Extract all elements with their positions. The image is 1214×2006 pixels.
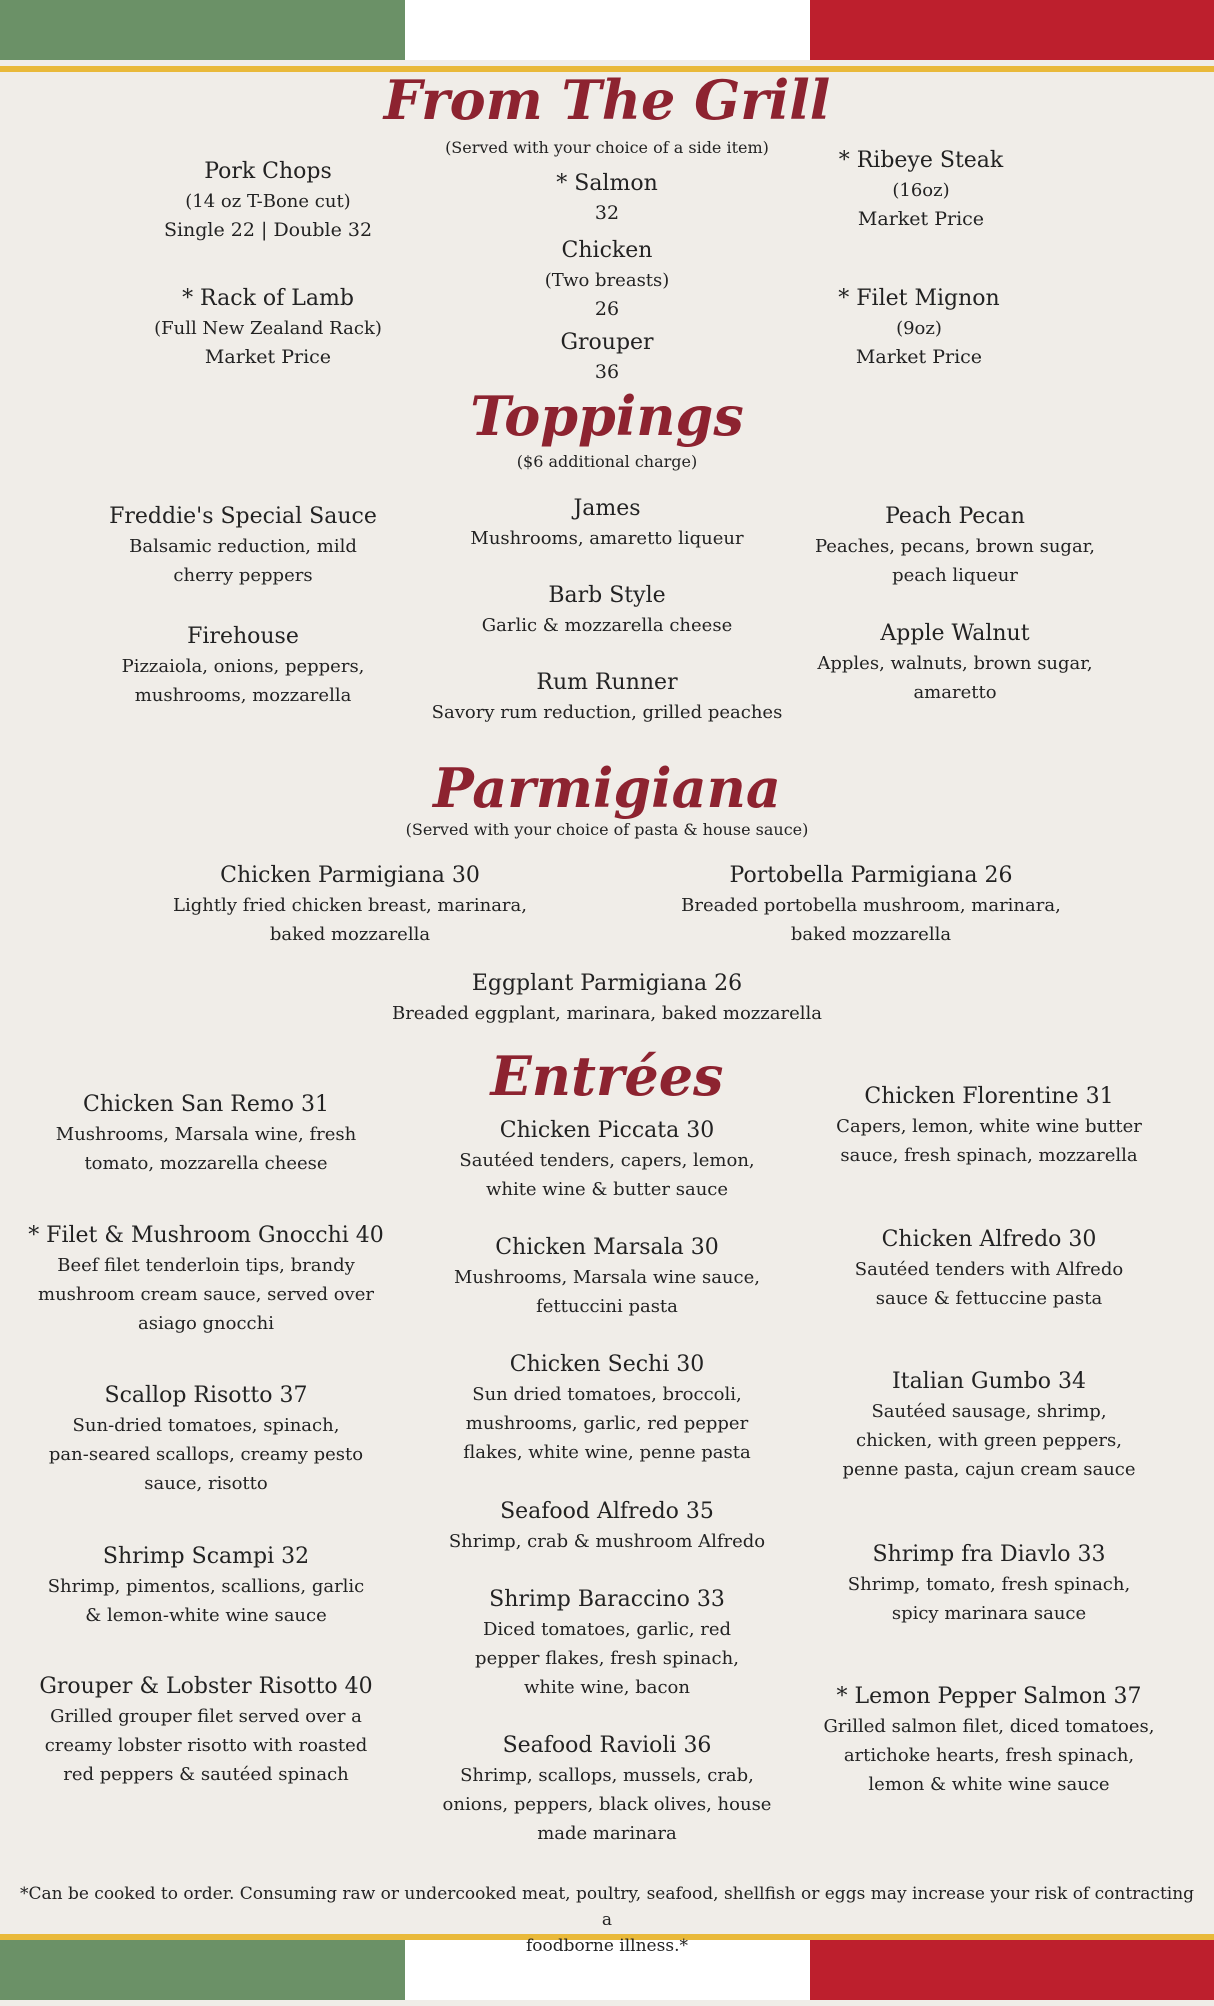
parm-item-portobella: Portobella Parmigiana 26 Breaded portobella mushroom, marinara, baked mozzarella xyxy=(681,863,1061,945)
food-safety-disclaimer: *Can be cooked to order. Consuming raw or undercooked meat, poultry, seafood, shellfish or eggs may increase your risk of contracting a foodborne illness.* xyxy=(19,1884,1195,1956)
parm-item-eggplant: Eggplant Parmigiana 26 Breaded eggplant, marinara, baked mozzarella xyxy=(391,971,823,1024)
entree-filet-mushroom-gnocchi: * Filet & Mushroom Gnocchi 40 Beef filet tenderloin tips, brandy mushroom cream sauce, served over asiago gnocchi xyxy=(28,1223,384,1334)
topping-apple-walnut: Apple Walnut Apples, walnuts, brown sugar, amaretto xyxy=(817,621,1093,703)
parm-item-chicken: Chicken Parmigiana 30 Lightly fried chicken breast, marinara, baked mozzarella xyxy=(173,863,527,945)
flag-white-stripe xyxy=(405,0,810,60)
topping-firehouse: Firehouse Pizzaiola, onions, peppers, mushrooms, mozzarella xyxy=(121,624,365,706)
grill-item-chicken: Chicken (Two breasts) 26 xyxy=(544,238,670,320)
entree-lemon-pepper-salmon: * Lemon Pepper Salmon 37 Grilled salmon filet, diced tomatoes, artichoke hearts, fresh spinach, lemon & white wine sauce xyxy=(823,1684,1155,1795)
section-subtitle-toppings: ($6 additional charge) xyxy=(516,452,698,471)
section-title-entrees: Entrées xyxy=(490,1044,724,1108)
section-subtitle-parmigiana: (Served with your choice of pasta & house sauce) xyxy=(405,820,809,839)
topping-james: James Mushrooms, amaretto liqueur xyxy=(470,496,744,549)
entree-shrimp-scampi: Shrimp Scampi 32 Shrimp, pimentos, scallions, garlic & lemon-white wine sauce xyxy=(47,1544,365,1626)
entree-grouper-lobster-risotto: Grouper & Lobster Risotto 40 Grilled grouper filet served over a creamy lobster risotto with roasted red peppers & sautéed spinach xyxy=(39,1674,373,1785)
entree-chicken-san-remo: Chicken San Remo 31 Mushrooms, Marsala wine, fresh tomato, mozzarella cheese xyxy=(55,1092,357,1174)
section-subtitle-grill: (Served with your choice of a side item) xyxy=(445,138,769,157)
grill-item-rack-of-lamb: * Rack of Lamb (Full New Zealand Rack) Market Price xyxy=(154,286,382,368)
entree-chicken-sechi: Chicken Sechi 30 Sun dried tomatoes, broccoli, mushrooms, garlic, red pepper flakes, white wine, penne pasta xyxy=(463,1352,751,1463)
grill-item-filet-mignon: * Filet Mignon (9oz) Market Price xyxy=(838,286,1000,368)
topping-freddies-special-sauce: Freddie's Special Sauce Balsamic reduction, mild cherry peppers xyxy=(109,504,377,586)
topping-barb-style: Barb Style Garlic & mozzarella cheese xyxy=(481,583,733,636)
grill-item-salmon: * Salmon 32 xyxy=(556,171,658,224)
entree-chicken-florentine: Chicken Florentine 31 Capers, lemon, white wine butter sauce, fresh spinach, mozzarella xyxy=(836,1084,1142,1166)
topping-peach-pecan: Peach Pecan Peaches, pecans, brown sugar, peach liqueur xyxy=(814,504,1096,586)
section-title-grill: From The Grill xyxy=(383,68,831,132)
entree-scallop-risotto: Scallop Risotto 37 Sun-dried tomatoes, spinach, pan-seared scallops, creamy pesto sauce, risotto xyxy=(48,1383,364,1494)
entree-chicken-piccata: Chicken Piccata 30 Sautéed tenders, capers, lemon, white wine & butter sauce xyxy=(459,1118,755,1200)
entree-chicken-marsala: Chicken Marsala 30 Mushrooms, Marsala wine sauce, fettuccini pasta xyxy=(454,1235,760,1317)
entree-seafood-alfredo: Seafood Alfredo 35 Shrimp, crab & mushroom Alfredo xyxy=(448,1499,766,1552)
grill-item-ribeye: * Ribeye Steak (16oz) Market Price xyxy=(838,148,1004,230)
italian-flag-banner-top xyxy=(0,0,1214,72)
entree-chicken-alfredo: Chicken Alfredo 30 Sautéed tenders with Alfredo sauce & fettuccine pasta xyxy=(854,1227,1124,1309)
entree-italian-gumbo: Italian Gumbo 34 Sautéed sausage, shrimp, chicken, with green peppers, penne pasta, cajun cream sauce xyxy=(842,1369,1136,1480)
flag-red-stripe xyxy=(810,0,1214,60)
grill-item-pork-chops: Pork Chops (14 oz T-Bone cut) Single 22 | Double 32 xyxy=(163,159,373,241)
topping-rum-runner: Rum Runner Savory rum reduction, grilled peaches xyxy=(431,670,783,723)
section-title-toppings: Toppings xyxy=(470,384,744,448)
entree-shrimp-fra-diavlo: Shrimp fra Diavlo 33 Shrimp, tomato, fresh spinach, spicy marinara sauce xyxy=(847,1542,1131,1624)
entree-seafood-ravioli: Seafood Ravioli 36 Shrimp, scallops, mussels, crab, onions, peppers, black olives, house made marinara xyxy=(442,1733,772,1844)
section-title-parmigiana: Parmigiana xyxy=(433,756,781,820)
flag-green-stripe xyxy=(0,0,405,60)
entree-shrimp-baraccino: Shrimp Baraccino 33 Diced tomatoes, garlic, red pepper flakes, fresh spinach, white wine, bacon xyxy=(475,1587,739,1698)
grill-item-grouper: Grouper 36 xyxy=(560,330,654,383)
